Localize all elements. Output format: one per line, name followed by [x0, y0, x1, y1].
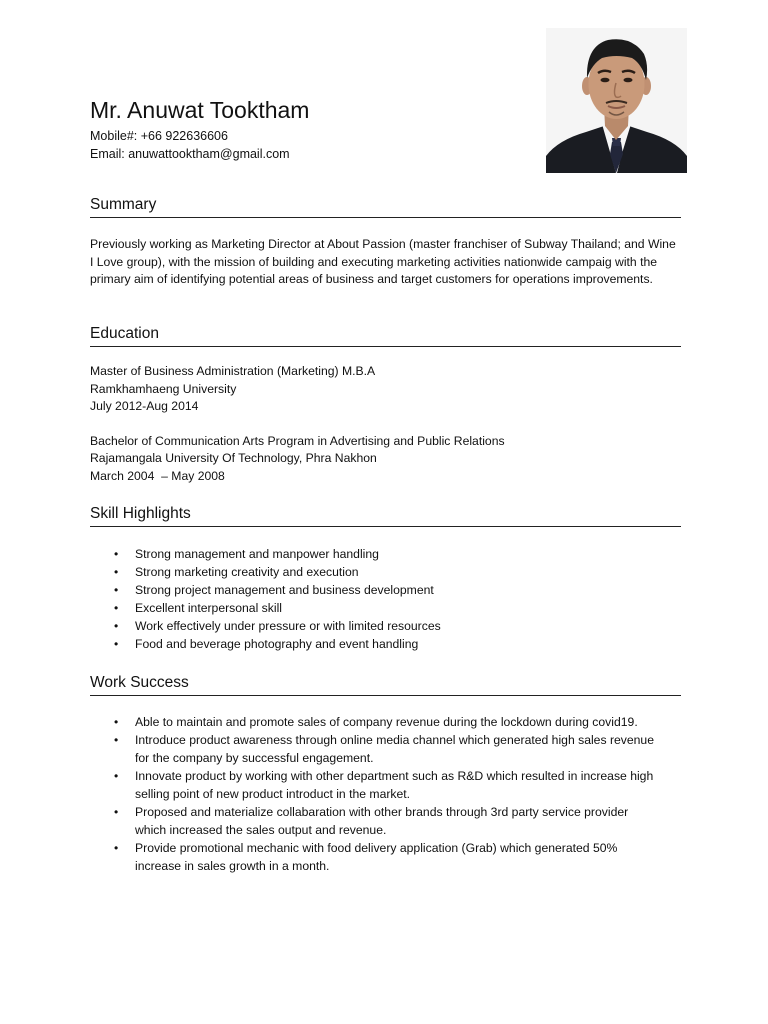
work-success-heading: Work Success	[90, 673, 681, 696]
education-section	[90, 324, 681, 502]
skill-item: • Food and beverage photography and event handling	[135, 635, 681, 653]
summary-section	[90, 195, 681, 289]
skill-item: • Strong management and manpower handling	[135, 545, 681, 563]
education-degree: Master of Business Administration (Marketing) M.B.A	[90, 364, 376, 378]
skills-list	[90, 545, 681, 653]
education-heading: Education	[90, 324, 681, 347]
work-success-item: • Proposed and materialize collabaration with other brands through 3rd party service provider which increased the sales output and revenue.	[135, 803, 661, 839]
summary-text: Previously working as Marketing Director at About Passion (master franchiser of Subway Thailand; and Wine I Love group), with the mission of building and executing marketing activities nationwide campaig with the primary aim of identifying potential areas of business and target customers for operations improvements.	[90, 237, 676, 286]
work-success-item: • Provide promotional mechanic with food delivery application (Grab) which generated 50% increase in sales growth in a month.	[135, 839, 661, 875]
education-entry	[90, 433, 681, 486]
work-success-section	[90, 673, 681, 875]
work-success-item: • Introduce product awareness through online media channel which generated high sales revenue for the company by successful engagement.	[135, 731, 661, 767]
skill-item: • Excellent interpersonal skill	[135, 599, 681, 617]
education-entry	[90, 363, 681, 416]
education-dates: March 2004 – May 2008	[90, 468, 225, 483]
skill-item: • Work effectively under pressure or with limited resources	[135, 617, 681, 635]
education-school: Rajamangala University Of Technology, Phra Nakhon	[90, 451, 377, 465]
work-success-item: • Innovate product by working with other department such as R&D which resulted in increase high selling point of new product introduct in the market.	[135, 767, 661, 803]
education-school: Ramkhamhaeng University	[90, 381, 237, 396]
candidate-name: Mr. Anuwat Tooktham	[90, 97, 310, 123]
email-address: Email: anuwattooktham@gmail.com	[90, 147, 290, 161]
summary-heading: Summary	[90, 195, 681, 218]
work-success-item: • Able to maintain and promote sales of company revenue during the lockdown during covid19.	[135, 713, 661, 731]
skill-item: • Strong marketing creativity and execution	[135, 563, 681, 581]
profile-photo	[546, 28, 687, 173]
skills-section	[90, 504, 681, 653]
education-dates: July 2012-Aug 2014	[90, 399, 199, 413]
skill-item: • Strong project management and business development	[135, 581, 681, 599]
portrait-image	[546, 28, 687, 173]
skills-heading: Skill Highlights	[90, 504, 681, 527]
work-success-list	[90, 713, 681, 875]
mobile-number: Mobile#: +66 922636606	[90, 129, 228, 143]
education-degree: Bachelor of Communication Arts Program in Advertising and Public Relations	[90, 433, 505, 448]
resume-header	[90, 95, 530, 163]
